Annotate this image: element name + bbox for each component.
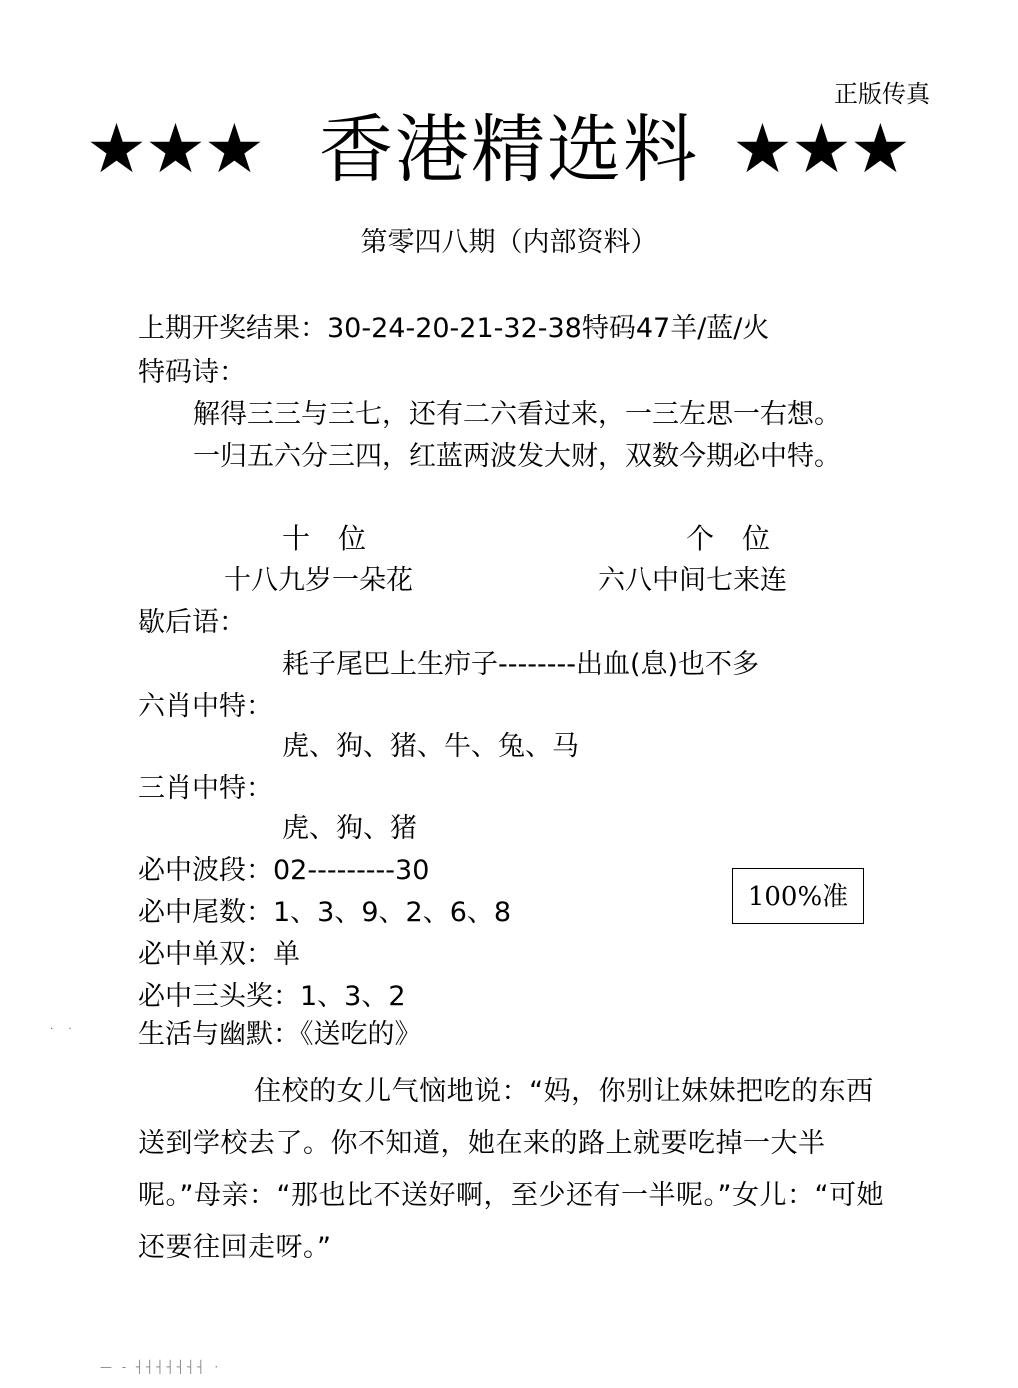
footer-scan-marks: — ‐ ┤┤┤┤┤┤┤ · (100, 1360, 222, 1374)
odd-even-line: 必中单双：单 (138, 939, 300, 970)
star-icon-group-left: ★★★ (86, 110, 263, 189)
star-icon-group-right: ★★★ (732, 110, 909, 189)
three-heads-line: 必中三头奖：1、3、2 (138, 981, 406, 1012)
humor-label: 生活与幽默：《送吃的》 (138, 1019, 422, 1050)
corner-label: 正版传真 (834, 80, 930, 108)
three-zodiac-text: 虎、狗、猪 (282, 813, 417, 844)
scan-dots: · · (50, 1024, 78, 1035)
xiehouyu-text: 耗子尾巴上生疖子--------出血(息)也不多 (282, 649, 760, 680)
ones-label: 个 位 (686, 522, 771, 555)
humor-text: 住校的女儿气恼地说：“妈，你别让妹妹把吃的东西送到学校去了。你不知道，她在来的路上就要吃掉一大半呢。”母亲：“那也比不送好啊，至少还有一半呢。”女儿：“可她还要往回走呀。” (138, 1076, 884, 1263)
tail-line: 必中尾数：1、3、9、2、6、8 (138, 897, 512, 928)
title-row (0, 104, 1018, 196)
tens-label: 十 位 (282, 522, 367, 555)
poem-line-2: 一归五六分三四，红蓝两波发大财，双数今期必中特。 (193, 441, 841, 472)
ones-hint: 六八中间七来连 (598, 565, 787, 596)
accuracy-badge: 100%准 (732, 868, 864, 924)
six-zodiac-label: 六肖中特： (138, 691, 273, 722)
six-zodiac-text: 虎、狗、猪、牛、兔、马 (282, 731, 579, 762)
poem-label: 特码诗： (138, 357, 246, 388)
issue-subtitle: 第零四八期（内部资料） (360, 227, 658, 258)
last-result: 上期开奖结果：30-24-20-21-32-38特码47羊/蓝/火 (138, 313, 770, 344)
tens-hint: 十八九岁一朵花 (224, 565, 413, 596)
xiehouyu-label: 歇后语： (138, 607, 246, 638)
three-zodiac-label: 三肖中特： (138, 773, 273, 804)
poem-line-1: 解得三三与三七，还有二六看过来，一三左思一右想。 (193, 399, 841, 430)
page-title: 香港精选料 (319, 107, 699, 193)
wave-line: 必中波段：02---------30 (138, 855, 430, 886)
